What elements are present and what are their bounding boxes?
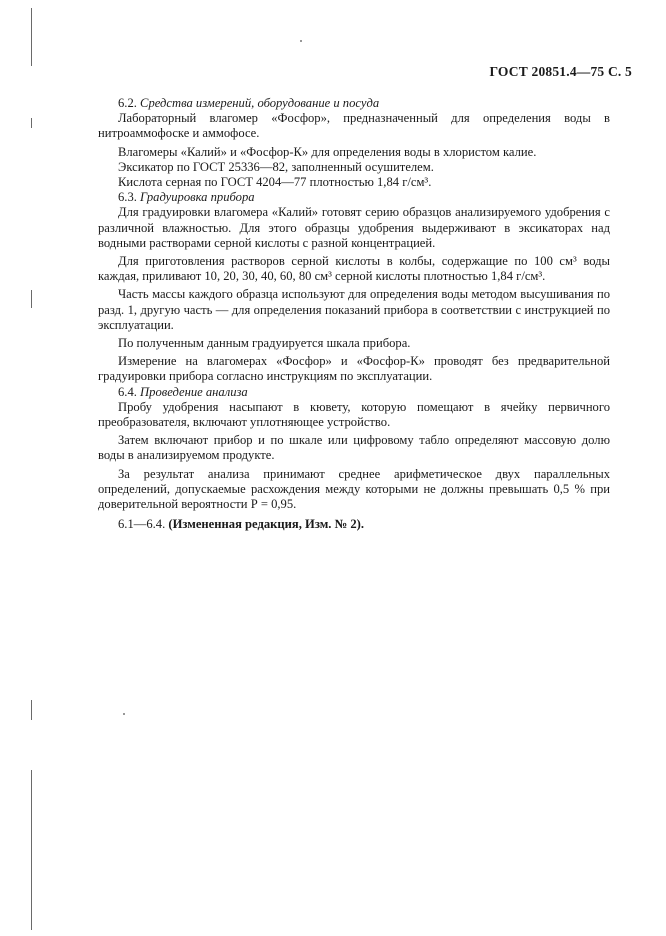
margin-line-mark <box>31 700 32 720</box>
paragraph: Лабораторный влагомер «Фосфор», предназначенный для определения воды в нитроаммофоске и аммофосе. <box>98 111 610 141</box>
document-body <box>98 96 610 532</box>
document-header: ГОСТ 20851.4—75 С. 5 <box>489 64 632 79</box>
paragraph: Измерение на влагомерах «Фосфор» и «Фосфор-К» проводят без предварительной градуировки прибора согласно инструкциям по эксплуатации. <box>98 354 610 384</box>
paragraph: По полученным данным градуируется шкала прибора. <box>118 336 411 351</box>
section-heading-6-2 <box>98 96 610 111</box>
speck <box>300 40 302 42</box>
paragraph: Кислота серная по ГОСТ 4204—77 плотностью 1,84 г/см³. <box>118 175 432 190</box>
speck <box>123 713 125 715</box>
section-number: 6.4. <box>118 384 137 399</box>
paragraph: Эксикатор по ГОСТ 25336—82, заполненный осушителем. <box>118 159 434 174</box>
section-title: Градуировка прибора <box>140 190 255 205</box>
paragraph: Для приготовления растворов серной кислоты в колбы, содержащие по 100 см³ воды каждая, приливают 10, 20, 30, 40, 60, 80 см³ серной кислоты плотностью 1,84 г/см³. <box>98 254 610 284</box>
section-number: 6.2. <box>118 96 137 110</box>
section-number: 6.3. <box>118 190 137 205</box>
section-title: Проведение анализа <box>140 384 248 399</box>
paragraph: Для градуировки влагомера «Калий» готовят серию образцов анализируемого удобрения с различной влажностью. Для этого образцы удобрения выдерживают в эксикаторах над водными растворами серной кислоты с разной концентрацией. <box>98 205 610 250</box>
margin-line-bottom <box>31 770 32 930</box>
revision-range: 6.1—6.4. <box>118 517 166 532</box>
paragraph: Пробу удобрения насыпают в кювету, которую помещают в ячейку первичного преобразователя, включают уплотняющее устройство. <box>98 399 610 430</box>
margin-line-mark <box>31 118 32 128</box>
revision-text: (Измененная редакция, Изм. № 2). <box>168 517 365 532</box>
paragraph: Часть массы каждого образца используют для определения воды методом высушивания по разд. 1, другую часть — для определения показаний прибора в соответствии с инструкцией по эксплуатации. <box>98 287 610 332</box>
margin-line-top <box>31 8 32 66</box>
paragraph: За результат анализа принимают среднее арифметическое двух параллельных определений, допускаемые расхождения между которыми не должны превышать 0,5 % при доверительной вероятности Р = 0,95. <box>98 466 610 512</box>
section-title: Средства измерений, оборудование и посуда <box>140 96 380 110</box>
section-heading-6-3 <box>98 190 610 205</box>
paragraph: Затем включают прибор и по шкале или цифровому табло определяют массовую долю воды в анализируемом продукте. <box>98 433 610 463</box>
section-heading-6-4 <box>98 385 610 400</box>
revision-note <box>98 517 610 532</box>
paragraph: Влагомеры «Калий» и «Фосфор-К» для определения воды в хлористом калие. <box>118 144 537 159</box>
margin-line-mark <box>31 290 32 308</box>
